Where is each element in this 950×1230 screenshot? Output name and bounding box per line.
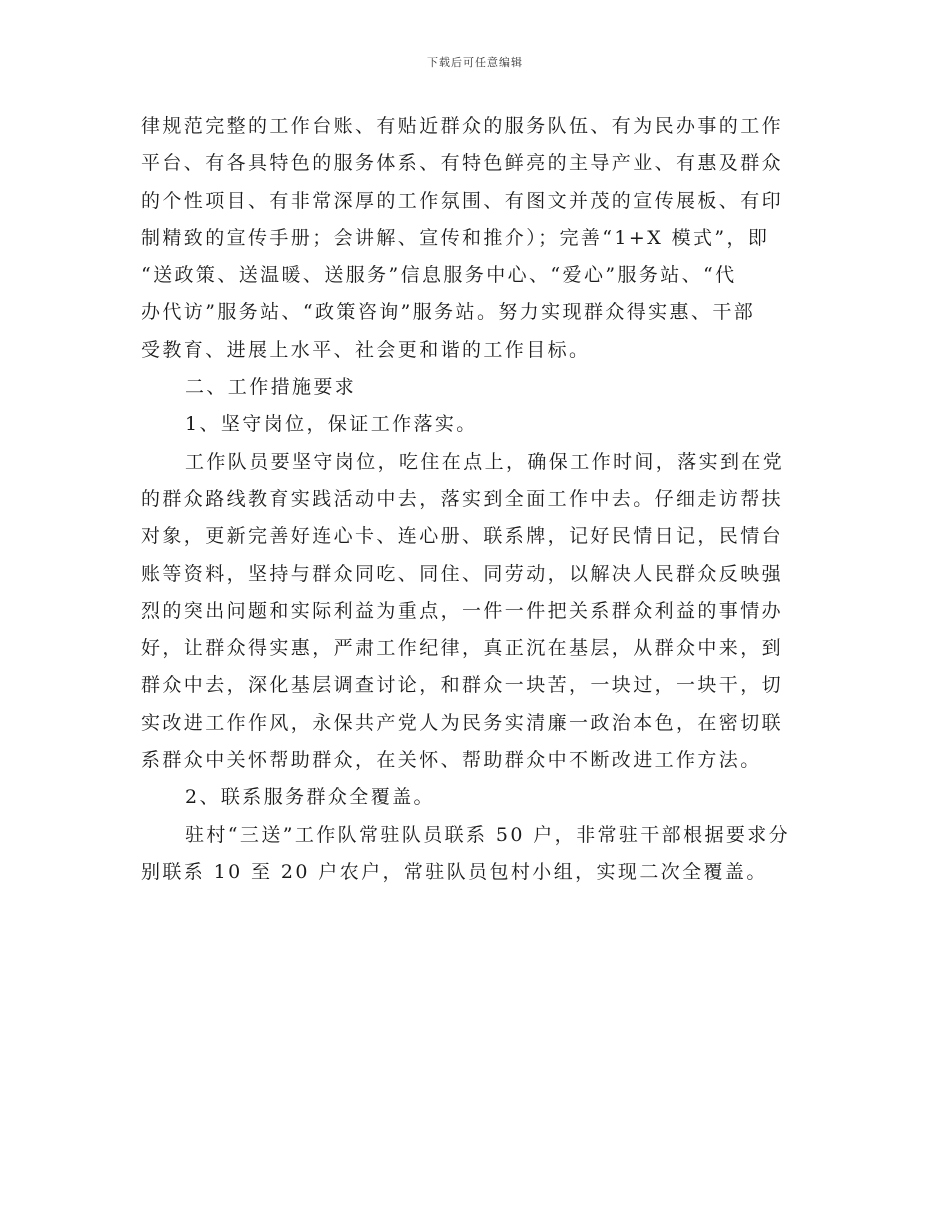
body-line: 平台、有各具特色的服务体系、有特色鲜亮的主导产业、有惠及群众: [141, 152, 784, 175]
subsection-heading: 1、坚守岗位，保证工作落实。: [185, 413, 478, 436]
body-line: 办代访”服务站、“政策咨询”服务站。努力实现群众得实惠、干部: [141, 301, 756, 324]
body-line: 烈的突出问题和实际利益为重点，一件一件把关系群众利益的事情办: [141, 599, 784, 622]
body-line: “送政策、送温暖、送服务”信息服务中心、“爱心”服务站、“代: [141, 264, 737, 287]
section-heading: 二、工作措施要求: [185, 376, 357, 399]
body-line: 好，让群众得实惠，严肃工作纪律，真正沉在基层，从群众中来，到: [141, 637, 784, 660]
body-line: 实改进工作作风，永保共产党人为民务实清廉一政治本色，在密切联: [141, 711, 784, 734]
subsection-heading: 2、联系服务群众全覆盖。: [185, 786, 435, 809]
body-line: 工作队员要坚守岗位，吃住在点上，确保工作时间，落实到在党: [185, 450, 785, 473]
body-line: 受教育、进展上水平、社会更和谐的工作目标。: [141, 338, 591, 361]
body-line: 群众中去，深化基层调查讨论，和群众一块苦，一块过，一块干，切: [141, 674, 784, 697]
body-line: 对象，更新完善好连心卡、连心册、联系牌，记好民情日记，民情台: [141, 525, 784, 548]
body-line: 账等资料，坚持与群众同吃、同住、同劳动，以解决人民群众反映强: [141, 562, 784, 585]
body-line: 的群众路线教育实践活动中去，落实到全面工作中去。仔细走访帮扶: [141, 487, 784, 510]
body-line: 制精致的宣传手册；会讲解、宣传和推介）；完善“1+X 模式”，即: [141, 226, 770, 249]
body-line: 别联系 10 至 20 户农户，常驻队员包村小组，实现二次全覆盖。: [141, 860, 768, 883]
body-line: 驻村“三送”工作队常驻队员联系 50 户，非常驻干部根据要求分: [185, 823, 791, 846]
body-line: 系群众中关怀帮助群众，在关怀、帮助群众中不断改进工作方法。: [141, 749, 762, 772]
body-line: 律规范完整的工作台账、有贴近群众的服务队伍、有为民办事的工作: [141, 115, 784, 137]
body-line: 的个性项目、有非常深厚的工作氛围、有图文并茂的宣传展板、有印: [141, 189, 784, 212]
document-body: [141, 108, 813, 891]
header-note: 下载后可任意编辑: [427, 56, 523, 69]
